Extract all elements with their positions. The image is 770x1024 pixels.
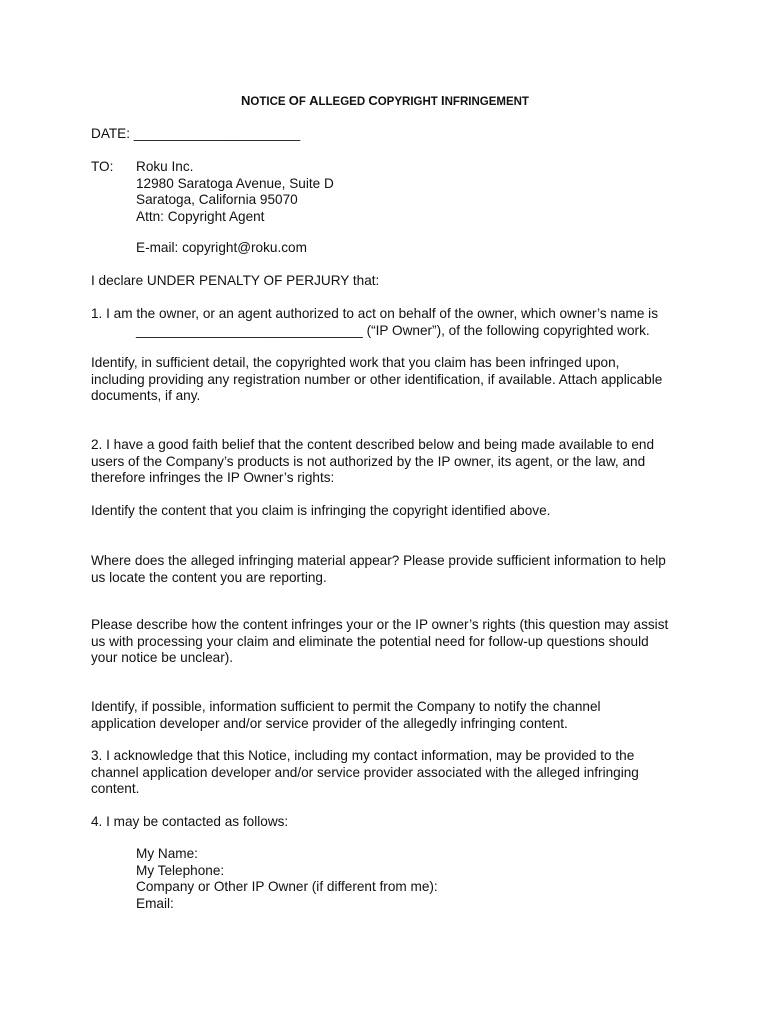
- contact-fields: [136, 846, 438, 912]
- paragraph-line: Identify, if possible, information sufficient to permit the Company to notify the channel: [91, 699, 601, 714]
- address-line: Roku Inc.: [136, 159, 194, 174]
- address-line: Attn: Copyright Agent: [136, 208, 265, 224]
- date-field-line: DATE: ______________________: [91, 126, 301, 141]
- identify-channel-prompt: [91, 699, 601, 732]
- to-label: TO:: [91, 159, 114, 174]
- page-title: NOTICE OF ALLEGED COPYRIGHT INFRINGEMENT: [241, 93, 529, 108]
- paragraph-line: us locate the content you are reporting.: [91, 569, 327, 585]
- address-line: Saratoga, California 95070: [136, 192, 298, 207]
- describe-infringement-prompt: [91, 617, 668, 667]
- paragraph-line: Please describe how the content infringes your or the IP owner’s rights (this question may assist: [91, 617, 669, 632]
- contact-company-label: Company or Other IP Owner (if different from me):: [136, 879, 438, 894]
- paragraph-line: Identify, in sufficient detail, the copyrighted work that you claim has been infringed upon,: [91, 355, 620, 370]
- item-3-acknowledgement: [91, 748, 639, 798]
- paragraph-line: including providing any registration number or other identification, if available. Attach applicable: [91, 371, 663, 387]
- paragraph-line: 2. I have a good faith belief that the content described below and being made available to end: [91, 437, 655, 452]
- recipient-email: E-mail: copyright@roku.com: [136, 240, 307, 255]
- item-4-contact-intro: 4. I may be contacted as follows:: [91, 814, 289, 829]
- identify-work-prompt: [91, 355, 662, 405]
- item-1-owner-statement: [91, 306, 658, 339]
- paragraph-line: channel application developer and/or service provider associated with the alleged infringing: [91, 764, 639, 780]
- paragraph-line: your notice be unclear).: [91, 650, 234, 665]
- ip-owner-blank-line: ______________________________ (“IP Owner”), of the following copyrighted work.: [136, 322, 650, 338]
- declaration-statement: I declare UNDER PENALTY OF PERJURY that:: [91, 273, 380, 288]
- paragraph-line: 3. I acknowledge that this Notice, including my contact information, may be provided to the: [91, 748, 635, 763]
- paragraph-line: Where does the alleged infringing material appear? Please provide sufficient information to help: [91, 553, 666, 568]
- contact-telephone-label: My Telephone:: [136, 862, 225, 878]
- paragraph-line: us with processing your claim and eliminate the potential need for follow-up questions should: [91, 633, 649, 649]
- identify-content-prompt: Identify the content that you claim is infringing the copyright identified above.: [91, 503, 551, 518]
- contact-name-label: My Name:: [136, 846, 198, 861]
- item-2-good-faith-statement: [91, 437, 654, 487]
- where-appear-prompt: [91, 553, 666, 586]
- contact-email-label: Email:: [136, 895, 174, 911]
- address-line: 12980 Saratoga Avenue, Suite D: [136, 175, 334, 191]
- paragraph-line: users of the Company’s products is not authorized by the IP owner, its agent, or the law, and: [91, 453, 646, 469]
- recipient-address: [136, 159, 334, 225]
- paragraph-line: therefore infringes the IP Owner’s rights:: [91, 470, 335, 485]
- paragraph-line: 1. I am the owner, or an agent authorized to act on behalf of the owner, which owner’s name is: [91, 306, 659, 321]
- paragraph-line: application developer and/or service provider of the allegedly infringing content.: [91, 715, 568, 731]
- paragraph-line: content.: [91, 781, 140, 796]
- paragraph-line: documents, if any.: [91, 388, 201, 403]
